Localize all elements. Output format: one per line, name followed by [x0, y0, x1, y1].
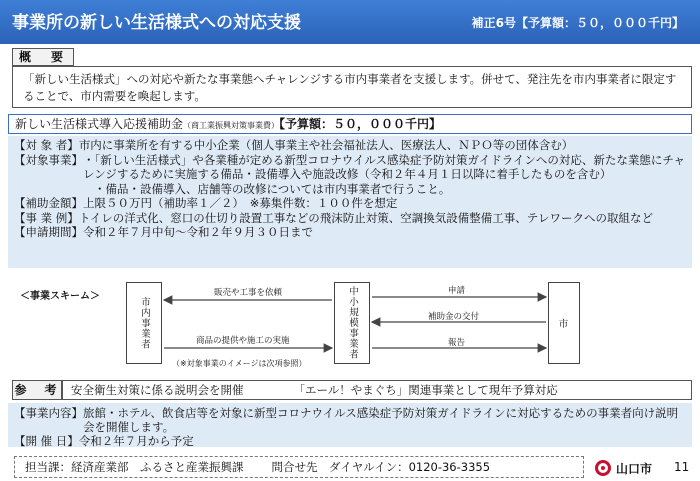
- detail-value: 旅館・ホテル、飲食店等を対象に新型コロナウイルス感染症予防対策ガイドラインに対応するための事業者向け説明会を開催します。: [83, 406, 679, 434]
- detail-label: 【対象事業】: [14, 152, 83, 167]
- header-budget: 補正6号【予算額：５０，０００千円】: [471, 16, 684, 30]
- detail-label: 【補助金額】: [14, 196, 83, 210]
- detail-value: トイレの洋式化、窓口の仕切り設置工事などの飛沫防止対策、空調換気設備整備工事、テレワークへの取組など: [78, 210, 654, 225]
- arrow-order-label: 販売や工事を依頼: [214, 288, 283, 298]
- city-name: 山口市: [616, 462, 653, 476]
- page-number: 11: [674, 460, 690, 474]
- city-logo-icon: [595, 460, 611, 476]
- arrow-grant-label: 補助金の交付: [428, 312, 480, 322]
- detail-label: 【事 業 例】: [14, 210, 79, 225]
- detail-label: 【申請期間】: [14, 225, 83, 239]
- detail-value: 令和２年７月中旬～令和２年９月３０日まで: [83, 225, 313, 239]
- detail-date: [14, 434, 686, 448]
- subsidy-budget: 【予算額：５０，０００千円】: [279, 117, 442, 131]
- footer-phone: 問合せ先 ダイヤルイン：0120-36-3355: [271, 460, 491, 474]
- footer-contact: [14, 456, 584, 478]
- detail-value: 上限５０万円（補助率１／２） ※募集件数：１００件を想定: [83, 196, 398, 210]
- arrow-report-label: 報告: [448, 338, 466, 348]
- detail-label: 【対 象 者】: [14, 138, 79, 152]
- subsidy-name: 新しい生活様式導入応援補助金: [15, 117, 184, 131]
- page-title: 事業所の新しい生活様式への対応支援: [12, 13, 301, 33]
- arrow-supply-label: 商品の提供や施工の実施: [196, 336, 290, 346]
- arrow-apply-label: 申請: [448, 286, 466, 296]
- node-city: 市: [548, 282, 580, 364]
- reference-text: [62, 380, 692, 400]
- detail-label: 【事業内容】: [14, 406, 83, 420]
- reference-label: 参 考: [12, 380, 62, 400]
- detail-value: 市内に事業所を有する中小企業（個人事業主や社会福祉法人、医療法人、ＮＰＯ等の団体含む）: [78, 138, 574, 152]
- node-local-business: 市内事業者: [126, 282, 162, 364]
- scheme-note: （※対象事業のイメージは次項参照）: [172, 359, 307, 368]
- node-sme: 中小規模事業者: [334, 282, 370, 364]
- reference-details: [8, 403, 692, 447]
- reference-text-2: 「エール！やまぐち」関連事業として現年予算対応: [293, 383, 558, 397]
- detail-value: 令和２年７月から予定: [78, 434, 194, 448]
- footer-dept: 担当課：経済産業部 ふるさと産業振興課: [25, 460, 244, 474]
- overview-label: 概 要: [12, 48, 74, 66]
- detail-content: [14, 406, 686, 434]
- scheme-label: ＜事業スキーム＞: [20, 291, 100, 302]
- subsidy-org: （商工業振興対策事業費）: [183, 121, 280, 130]
- detail-value: ・「新しい生活様式」や各業種が定める新型コロナウイルス感染症予防対策ガイドラインへの対応、新たな業態にチャレンジするために実施する備品・設備導入や施設改修（令和２年４月１日以降に着手したものを含む）: [83, 152, 686, 181]
- reference-text-1: 安全衛生対策に係る説明会を開催: [71, 383, 244, 397]
- detail-value: ・備品・設備導入、店舗等の改修については市内事業者で行うこと。: [94, 181, 451, 196]
- detail-label: 【開 催 日】: [14, 434, 79, 448]
- overview-text: 「新しい生活様式」への対応や新たな事業態へチャレンジする市内事業者を支援します。併せて、発注先を市内事業者に限定することで、市内需要を喚起します。: [12, 66, 692, 108]
